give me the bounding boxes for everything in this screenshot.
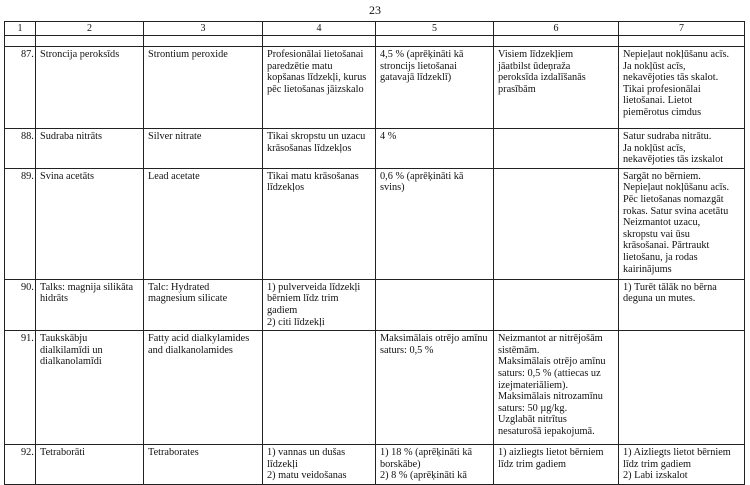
column-number: 3 — [144, 22, 263, 36]
table-row — [5, 47, 745, 129]
ingredient-name-en-line: Talc: Hydrated — [148, 281, 210, 293]
column-number: 4 — [263, 22, 376, 36]
max-concentration-cell — [376, 331, 494, 445]
application-field-line: līdzekļi — [267, 458, 298, 470]
application-field-line: gadiem — [267, 304, 298, 316]
application-field-line: Profesionālai lietošanai — [267, 49, 364, 60]
ingredient-name-lv-line: dialkanolamīdi — [40, 356, 102, 368]
max-concentration-line: gatavajā līdzeklī) — [380, 72, 452, 84]
label-warnings-line: lietošanu, ja rodas — [623, 251, 698, 263]
other-conditions-cell — [494, 279, 619, 330]
row-number: 92. — [5, 445, 36, 485]
table-row — [5, 445, 745, 485]
ingredient-name-lv-line: hidrāts — [40, 293, 69, 305]
label-warnings-line: rokas. Satur svina acetātu — [623, 205, 729, 217]
application-field-line: pēc lietošanas jāizskalo — [267, 83, 364, 95]
ingredient-name-en-cell — [144, 445, 263, 485]
ingredient-name-en-line: Lead acetate — [148, 170, 200, 182]
max-concentration-line: saturs: 0,5 % — [380, 344, 434, 356]
row-number: 91. — [5, 331, 36, 445]
other-conditions-cell — [494, 129, 619, 169]
column-number: 1 — [5, 22, 36, 36]
label-warnings-cell — [619, 129, 745, 169]
column-number: 2 — [36, 22, 144, 36]
max-concentration-line: svins) — [380, 182, 405, 194]
ingredient-name-lv-cell — [36, 129, 144, 169]
label-warnings-line: skropstu vai ūsu — [623, 228, 690, 240]
other-conditions-line: peroksīda izdalīšanās — [498, 72, 586, 84]
max-concentration-line: 2) 8 % (aprēķināti kā — [380, 470, 467, 482]
max-concentration-line: Maksimālais otrējo amīnu — [380, 333, 488, 345]
ingredient-name-en-line: and dialkanolamides — [148, 344, 233, 356]
ingredient-name-lv-line: Svina acetāts — [40, 170, 95, 182]
label-warnings-line: piemērotus cimdus — [623, 106, 702, 118]
ingredient-name-lv-line: Taukskābju — [40, 333, 88, 345]
ingredient-name-en-cell — [144, 168, 263, 279]
other-conditions-line: saturs: 50 µg/kg. — [498, 402, 568, 414]
other-conditions-cell — [494, 445, 619, 485]
spacer-row — [5, 36, 745, 47]
ingredient-name-en-cell — [144, 47, 263, 129]
application-field-line: līdzekļos — [267, 182, 305, 194]
application-field-line: 2) matu veidošanas — [267, 470, 347, 482]
application-field-cell — [263, 47, 376, 129]
table-row — [5, 129, 745, 169]
other-conditions-line: sistēmām. — [498, 344, 540, 356]
label-warnings-line: 1) Aizliegts lietot bērniem — [623, 447, 731, 459]
label-warnings-line: Nepieļaut nokļūšanu acīs. — [623, 182, 730, 194]
column-number-row — [5, 22, 745, 36]
column-number: 7 — [619, 22, 745, 36]
other-conditions-line: līdz trim gadiem — [498, 458, 567, 470]
label-warnings-line: Nepieļaut nokļūšanu acīs. — [623, 49, 730, 60]
row-number: 88. — [5, 129, 36, 169]
application-field-cell — [263, 331, 376, 445]
ingredient-name-en-line: Silver nitrate — [148, 131, 202, 142]
label-warnings-cell — [619, 445, 745, 485]
other-conditions-line: Neizmantot ar nitrējošām — [498, 333, 603, 345]
column-number: 6 — [494, 22, 619, 36]
ingredient-name-lv-cell — [36, 331, 144, 445]
ingredient-name-lv-line: Tetraborāti — [40, 447, 86, 459]
max-concentration-line: stroncijs lietošanai — [380, 60, 457, 72]
application-field-line: 2) citi līdzekļi — [267, 316, 325, 328]
application-field-cell — [263, 168, 376, 279]
application-field-line: 1) pulverveida līdzekļi — [267, 281, 361, 293]
label-warnings-cell — [619, 279, 745, 330]
ingredient-name-en-line: Strontium peroxide — [148, 49, 228, 60]
table-row — [5, 168, 745, 279]
ingredient-name-en-cell — [144, 279, 263, 330]
max-concentration-cell — [376, 168, 494, 279]
other-conditions-line: prasībām — [498, 83, 536, 95]
other-conditions-cell — [494, 47, 619, 129]
table-row — [5, 331, 745, 445]
ingredient-name-lv-line: dialkilamīdi un — [40, 344, 103, 356]
ingredient-name-lv-line: Stroncija peroksīds — [40, 49, 120, 60]
ingredient-name-lv-line: Talks: magnija silikāta — [40, 281, 134, 293]
ingredient-name-en-cell — [144, 129, 263, 169]
label-warnings-line: lietošanai. Lietot — [623, 95, 693, 107]
max-concentration-line: 4 % — [380, 131, 397, 142]
application-field-line: Tikai matu krāsošanas — [267, 170, 359, 182]
max-concentration-line: 1) 18 % (aprēķināti kā — [380, 447, 473, 459]
max-concentration-cell — [376, 129, 494, 169]
application-field-line: kopšanas līdzekļi, kurus — [267, 72, 367, 84]
other-conditions-line: Maksimālais otrējo amīnu — [498, 356, 606, 368]
ingredient-name-en-line: magnesium silicate — [148, 293, 228, 305]
max-concentration-line: borskābe) — [380, 458, 421, 470]
ingredients-table — [4, 21, 745, 485]
application-field-line: Tikai skropstu un uzacu — [267, 131, 366, 142]
ingredient-name-lv-cell — [36, 279, 144, 330]
label-warnings-line: Ja nokļūst acīs, — [623, 60, 686, 72]
ingredient-name-en-cell — [144, 331, 263, 445]
row-number: 87. — [5, 47, 36, 129]
max-concentration-line: 0,6 % (aprēķināti kā — [380, 170, 464, 182]
other-conditions-line: saturs: 0,5 % (attiecas uz — [498, 367, 601, 379]
label-warnings-line: kairinājums — [623, 263, 672, 275]
other-conditions-line: 1) aizliegts lietot bērniem — [498, 447, 604, 459]
other-conditions-cell — [494, 331, 619, 445]
other-conditions-line: Uzglabāt nitrītus — [498, 414, 567, 426]
label-warnings-line: nekavējoties tās skalot. — [623, 72, 719, 84]
application-field-line: krāsošanas līdzekļos — [267, 142, 352, 154]
ingredient-name-en-line: Tetraborates — [148, 447, 199, 459]
table-row — [5, 279, 745, 330]
label-warnings-line: Neizmantot uzacu, — [623, 217, 701, 229]
max-concentration-cell — [376, 445, 494, 485]
other-conditions-line: Maksimālais nitrozamīnu — [498, 391, 603, 403]
row-number: 89. — [5, 168, 36, 279]
ingredient-name-en-line: Fatty acid dialkylamides — [148, 333, 250, 345]
label-warnings-cell — [619, 168, 745, 279]
label-warnings-line: līdz trim gadiem — [623, 458, 692, 470]
max-concentration-line: 4,5 % (aprēķināti kā — [380, 49, 464, 60]
column-number: 5 — [376, 22, 494, 36]
application-field-line: paredzētie matu — [267, 60, 333, 72]
ingredient-name-lv-cell — [36, 47, 144, 129]
label-warnings-line: nekavējoties tās izskalot — [623, 154, 724, 166]
other-conditions-line: Visiem līdzekļiem — [498, 49, 574, 60]
application-field-cell — [263, 279, 376, 330]
ingredient-name-lv-cell — [36, 445, 144, 485]
ingredient-name-lv-line: Sudraba nitrāts — [40, 131, 103, 142]
other-conditions-line: jāatbilst ūdeņraža — [498, 60, 571, 72]
label-warnings-line: deguna un mutes. — [623, 293, 696, 305]
label-warnings-line: Satur sudraba nitrātu. — [623, 131, 712, 142]
application-field-line: bērniem līdz trim — [267, 293, 339, 305]
other-conditions-line: izejmateriāliem). — [498, 379, 569, 391]
label-warnings-line: Sargāt no bērniem. — [623, 170, 701, 182]
label-warnings-cell — [619, 47, 745, 129]
other-conditions-line: nesaturošā iepakojumā. — [498, 425, 595, 437]
label-warnings-line: Tikai profesionālai — [623, 83, 701, 95]
label-warnings-line: 1) Turēt tālāk no bērna — [623, 281, 717, 293]
application-field-cell — [263, 445, 376, 485]
max-concentration-cell — [376, 279, 494, 330]
ingredient-name-lv-cell — [36, 168, 144, 279]
label-warnings-line: krāsošanai. Pārtraukt — [623, 240, 710, 252]
max-concentration-cell — [376, 47, 494, 129]
label-warnings-line: 2) Labi izskalot — [623, 470, 688, 482]
other-conditions-cell — [494, 168, 619, 279]
label-warnings-line: Ja nokļūst acīs, — [623, 142, 686, 154]
application-field-cell — [263, 129, 376, 169]
page-number: 23 — [369, 3, 381, 17]
label-warnings-cell — [619, 331, 745, 445]
label-warnings-line: Pēc lietošanas nomazgāt — [623, 193, 724, 205]
row-number: 90. — [5, 279, 36, 330]
application-field-line: 1) vannas un dušas — [267, 447, 346, 459]
